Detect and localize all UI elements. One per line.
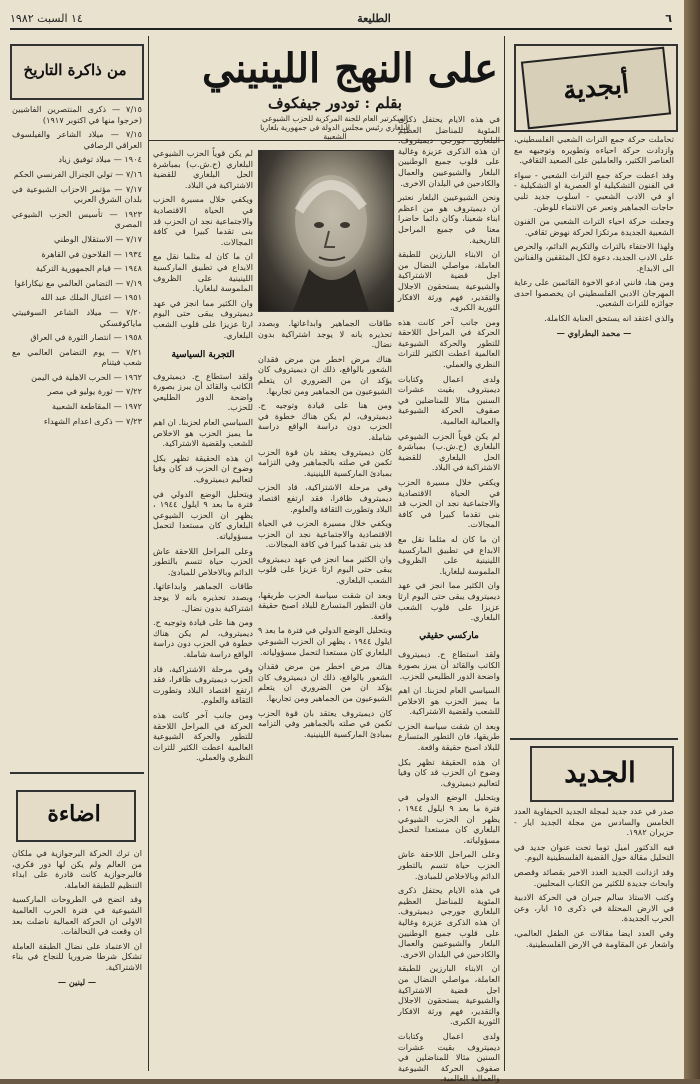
- jadid-paragraph: صدر في عدد جديد لمجلة الجديد الحيفاوية العدد الخامس والسادس من مجلة الجديد ايار - حزيران ١٩٨٢.: [514, 806, 674, 838]
- section-rule: [510, 738, 678, 740]
- article-paragraph: ويكفي خلال مسيرة الحزب في الحياة الاقتصادية والاجتماعية نجد ان الحزب قد بنى تقدما كبيرا في كافة المجالات.: [258, 518, 392, 550]
- article-paragraph: كان ديميتروف يعتقد بان قوة الحزب تكمن في صلته بالجماهير وفي التزامه بمبادئ الماركسية اللينينية.: [258, 707, 392, 739]
- article-subhead: التجربة السياسية: [171, 350, 235, 361]
- article-paragraph: ولدى اعمال وكتابات ديميتروف بقيت عشرات السنين مثالا للمناضلين في صفوف الحركة الشيوعية والعمالية العالمية.: [398, 1030, 500, 1084]
- idaa-title: اضاءة: [47, 801, 101, 827]
- article-byline: بقلم : تودور جيفكوف: [268, 94, 402, 112]
- abjadiya-paragraph: تحاملت حركة جمع التراث الشعبي الفلسطيني، وازدادت حركة احياءه وتطويره وتوجيهه مع العناصر الكثير، والعاملين على الصعيد الثقافي.: [514, 134, 674, 166]
- column-rule: [148, 36, 149, 1071]
- article-paragraph: وبتحليل الوضع الدولي في فترة ما بعد ٩ ايلول ١٩٤٤ ، يظهر ان الحزب الشيوعي البلغاري كان مستعدا لتحمل مسؤولياته.: [258, 625, 393, 657]
- abjadiya-paragraph: والذي اعتقد انه يستحق العناية الكاملة.: [544, 312, 674, 323]
- history-entry: ١٩٥٨ — انتصار الثورة في العراق: [30, 332, 142, 343]
- abjadiya-paragraph: ومن هنا، فانني ادعو الاخوة القائمين على رعاية المهرجان الادبي الفلسطيني ان يخصصوا احدى جوائزه للتراث الشعبي.: [514, 277, 674, 309]
- page-header: [10, 8, 672, 30]
- article-paragraph: لم يكن قوياً الحزب الشيوعي البلغاري (ح.ش.ب) بمباشرة الحل البلغاري للقضية الاشتراكية في البلاد.: [153, 148, 253, 190]
- history-entry: ١٩٦٢ — الحرب الاهلية في اليمن: [31, 371, 142, 382]
- history-entry: ٧/٢٠ — ميلاد الشاعر السوفييتي ماياكوفسكي: [12, 306, 142, 328]
- article-paragraph: ولدى اعمال وكتابات ديميتروف بقيت عشرات السنين مثالا للمناضلين في صفوف الحركة الشيوعية والعمالية العالمية.: [398, 373, 500, 427]
- idaa-paragraph: وقد اتضح في الطروحات الماركسية الشيوعية في فترة الحرب العالمية الاولى ان الحركة العمالية ناضلت بعد ان وقعت في التحالفات.: [12, 894, 142, 937]
- history-entry: ٧/١٧ — مؤتمر الاحزاب الشيوعية في بلدان الشرق العربي: [12, 183, 142, 205]
- book-binding-edge: [684, 0, 700, 1079]
- history-entry: ١٩٤٨ — قيام الجمهورية التركية: [35, 263, 142, 274]
- article-paragraph: لم يكن قوياً الحزب الشيوعي البلغاري (ح.ش.ب) بمباشرة الحل البلغاري للقضية الاشتراكية في البلاد.: [398, 430, 500, 473]
- jadid-paragraph: فيه الدكتور اميل توما تحت عنوان جديد في التحليل مقالة حول القضية الفلسطينية اليوم.: [514, 841, 674, 863]
- abjadiya-paragraph: وجعلت حركة احياء التراث الشعبي من الفنون الشعبية الجديدة مرتكزا لحركة نهوض ثقافي.: [514, 216, 674, 237]
- article-paragraph: وبعد ان شقت سياسة الحزب طريقها، فان التطور المتسارع للبلاد اصبح حقيقة واقعة.: [258, 589, 392, 621]
- history-entry: ٧/١٩ — التضامن العالمي مع نيكاراغوا: [14, 277, 142, 288]
- article-column-3: [153, 148, 253, 1070]
- abjadiya-paragraph: ولهذا الاحتفاء بالتراث والتكريم الدائم، والحرص على الادب الجديد، دعوة لكل المثقفين والفنانين الى الابداع.: [514, 241, 674, 273]
- history-column: [12, 104, 142, 764]
- article-paragraph: هناك مرض اخطر من مرض فقدان الشعور بالواقع، ذلك ان ديميتروف كان يؤكد ان من الضروري ان يتعلم الشيوعيون من الجماهير ومن تجاربها.: [258, 353, 392, 396]
- article-paragraph: وعلى المراحل اللاحقة عاش الحزب حياة تتسم بالتطور الدائم وبالاخلاص للمبادئ.: [398, 849, 500, 881]
- history-entry: ٧/٢١ — يوم التضامن العالمي مع شعب فيتنام: [12, 346, 142, 368]
- idaa-paragraph: ان الاعتماد على نضال الطبقة العاملة تشكل شرطا ضروريا للنجاح في بناء الاشتراكية.: [12, 940, 142, 972]
- abjadiya-column: [514, 134, 674, 730]
- history-entry: ٧/١٥ — ذكرى المنتصرين الفاشيين (خرجوا منها في اكتوبر ١٩١٧): [12, 104, 142, 125]
- article-paragraph: وان الكثير مما انجز في عهد ديميتروف يبقى حتى اليوم ارثا عزيزا على قلوب الشعب البلغاري.: [153, 297, 253, 340]
- article-paragraph: ومن هنا على قيادة وتوجيه ح. ديميتروف، لم يكن هناك خطوة في الحزب دون دراسة الواقع دراسة شاملة.: [258, 400, 392, 442]
- article-subhead: ماركسي حقيقي: [419, 630, 479, 641]
- article-paragraph: وبعد ان شقت سياسة الحزب طريقها، فان التطور المتسارع للبلاد اصبح حقيقة واقعة.: [398, 720, 500, 753]
- article-paragraph: كان ديميتروف يعتقد بان قوة الحزب تكمن في صلته بالجماهير وفي التزامه بمبادئ الماركسية اللينينية.: [258, 446, 392, 478]
- article-paragraph: السياسي العام لحزبنا. ان اهم ما يميز الحزب هو الاخلاص للشعب ولقضية الاشتراكية.: [153, 417, 253, 449]
- jadid-paragraph: وفي العدد ايضا مقالات عن الطفل العالمي، واشعار عن المقاومة في الارض الفلسطينية.: [514, 927, 674, 949]
- article-paragraph: ومن جانب آخر كانت هذه الحركة في المراحل اللاحقة للتطور والحركة الشيوعية العالمية اعطت الكثير للتراث النظري والعملي.: [153, 709, 253, 763]
- article-title: على النهج اللينيني: [201, 45, 499, 92]
- article-paragraph: وفي مرحلة الاشتراكية، قاد الحزب ديميتروف ظافرا، فقد ارتفع اقتصاد البلاد وتطورت الثقافة والعلوم.: [258, 482, 392, 514]
- article-paragraph: في هذه الايام يحتفل ذكرى المئوية للمناضل العظيم البلغاري جورجي ديميتروف. ان هذه الذكرى عزيزة وغالية على قلوب جميع الوطنيين البلغار والشيوعيين والعمال والكادحين في البلدان الاخرى.: [398, 114, 500, 188]
- article-paragraph: ان ما كان له مثلما نقل مع الابداع في تطبيق الماركسية اللينينية على الظروف الملموسة لبلغاريا.: [153, 251, 253, 294]
- history-entry: ١٩٠٤ — ميلاد توفيق زياد: [58, 154, 142, 165]
- article-paragraph: ويكفي خلال مسيرة الحزب في الحياة الاقتصادية والاجتماعية نجد ان الحزب قد بنى تقدما كبيرا في كافة المجالات.: [153, 194, 253, 247]
- article-paragraph: ومن جانب آخر كانت هذه الحركة في المراحل اللاحقة للتطور والحركة الشيوعية العالمية اعطت الكثير للتراث النظري والعملي.: [398, 316, 500, 370]
- history-entry: ١٩٧٢ — المقاطعة الشعبية: [52, 401, 142, 412]
- idaa-signature: — لينين —: [57, 976, 97, 987]
- article-paragraph: وبتحليل الوضع الدولي في فترة ما بعد ٩ ايلول ١٩٤٤ ، يظهر ان الحزب الشيوعي البلغاري كان مستعدا لتحمل مسؤولياته.: [153, 488, 254, 541]
- history-entry: ٧/٢٣ — ذكرى اعدام الشهداء: [43, 415, 142, 426]
- abjadiya-paragraph: وقد اعطت حركة جمع التراث الشعبي - سواء في الفنون التشكيلية او العصرية او التشكيلية - او في الادب الشعبي - اسلوب جديد تلبي حاجات الجماهير وتعبر عن الانتماء للوطن.: [514, 169, 674, 212]
- publication-name: الطليعة: [357, 11, 391, 25]
- history-entry: ٧/٢٢ — ثورة يوليو في مصر: [47, 386, 142, 397]
- idaa-column: [12, 848, 142, 1070]
- article-paragraph: ولقد استطاع ح. ديميتروف الكاتب والقائد أن يبرز بصورة واضحة الدور الطليعي للحزب.: [153, 370, 253, 413]
- article-paragraph: وان الكثير مما انجز في عهد ديميتروف يبقى حتى اليوم ارثا عزيزا على قلوب الشعب البلغاري.: [398, 580, 500, 623]
- article-paragraph: وفي مرحلة الاشتراكية، قاد الحزب ديميتروف ظافرا، فقد ارتفع اقتصاد البلاد وتطورت الثقافة والعلوم.: [153, 663, 253, 706]
- article-paragraph: هناك مرض اخطر من مرض فقدان الشعور بالواقع، ذلك ان ديميتروف كان يؤكد ان من الضروري ان يتعلم الشيوعيون من الجماهير ومن تجاربها.: [258, 661, 392, 703]
- history-box: [10, 44, 144, 100]
- idaa-box: [16, 790, 136, 842]
- article-paragraph: ان ما كان له مثلما نقل مع الابداع في تطبيق الماركسية اللينينية على الظروف الملموسة لبلغاريا.: [398, 533, 500, 576]
- jadid-paragraph: وقد ازدانت الجديد العدد الاخير بقصائد وقصص وابحاث جديدة للكثير من الكتاب المحليين.: [514, 866, 674, 888]
- idaa-paragraph: ان ترك الحركة البرجوازية في ملكان من العالم ولم يكن لها دور فكري، فالبرجوازية كانت قادرة على ابداء التنظيم للطبقة العاملة.: [12, 848, 142, 890]
- article-paragraph: ونحن الشيوعيين البلغار نعتبر ان ديميتروف هو من اعظم ابناء شعبنا، وكان دائما حاضرا معنا في جميع المراحل التاريخية.: [398, 192, 500, 245]
- article-paragraph: ولقد استطاع ح. ديميتروف الكاتب والقائد أن يبرز بصورة واضحة الدور الطليعي للحزب.: [398, 649, 500, 681]
- author-role: السكرتير العام للجنة المركزية للحزب الشيوعي البلغاري رئيس مجلس الدولة في جمهورية بلغاريا الشعبية: [260, 114, 410, 141]
- issue-date: ١٤ السبت ١٩٨٢: [10, 11, 83, 25]
- history-entry: ١٩٣٤ — الفلاحون في القاهرة: [41, 248, 142, 259]
- page-number: ٦: [665, 11, 672, 25]
- jadid-box: [530, 746, 674, 802]
- history-title: من ذاكرة التاريخ: [23, 61, 127, 79]
- section-rule: [10, 772, 144, 774]
- history-entry: ٧/١٧ — الاستقلال الوطني: [53, 233, 142, 244]
- article-paragraph: ان هذه الحقيقة تظهر بكل وضوح ان الحزب قد كان وفيا لتعاليم ديميتروف.: [398, 756, 500, 788]
- abjadiya-title: أبجدية: [521, 47, 671, 130]
- article-paragraph: طاقات الجماهير وابداعاتها. وبصدد تحذيره بانه لا يوجد اشتراكية بدون نضال.: [153, 581, 253, 613]
- jadid-title: الجديد: [564, 755, 636, 789]
- article-column-1: [398, 114, 500, 1084]
- article-paragraph: وعلى المراحل اللاحقة عاش الحزب حياة تتسم بالتطور الدائم وبالاخلاص للمبادئ.: [153, 545, 253, 577]
- author-portrait: [258, 150, 394, 312]
- article-paragraph: ان الابناء البارزين للطبقة العاملة، مواصلي النضال من اجل قضية الاشتراكية والشيوعية يستحقون الاجلال والتقدير، فهم ورثة الافكار الثورية الكبرى.: [398, 249, 500, 313]
- article-paragraph: ان الابناء البارزين للطبقة العاملة، مواصلي النضال من اجل قضية الاشتراكية والشيوعية يستحقون الاجلال والتقدير، فهم ورثة الافكار الثورية الكبرى.: [398, 963, 500, 1027]
- article-paragraph: السياسي العام لحزبنا. ان اهم ما يميز الحزب هو الاخلاص للشعب ولقضية الاشتراكية.: [398, 685, 500, 717]
- article-column-2: [258, 318, 392, 1070]
- article-paragraph: في هذه الايام يحتفل ذكرى المئوية للمناضل العظيم البلغاري جورجي ديميتروف. ان هذه الذكرى عزيزة وغالية على قلوب جميع الوطنيين البلغار والشيوعيين والعمال والكادحين في البلدان الاخرى.: [398, 885, 500, 959]
- abjadiya-signature: — محمد البطراوي —: [556, 327, 632, 338]
- history-entry: ١٩٥١ — اغتيال الملك عبد الله: [40, 292, 142, 303]
- article-paragraph: ويكفي خلال مسيرة الحزب في الحياة الاقتصادية والاجتماعية نجد ان الحزب قد بنى تقدما كبيرا في كافة المجالات.: [398, 477, 500, 530]
- column-rule: [504, 36, 505, 1071]
- history-entry: ٧/١٥ — ميلاد الشاعر والفيلسوف العراقي الرصافي: [12, 129, 142, 150]
- history-entry: ١٩٢٣ — تأسيس الحزب الشيوعي المصري: [12, 208, 142, 230]
- article-paragraph: وبتحليل الوضع الدولي في فترة ما بعد ٩ ايلول ١٩٤٤ ، يظهر ان الحزب الشيوعي البلغاري كان مستعدا لتحمل مسؤولياته.: [398, 792, 500, 845]
- history-entry: ٧/١٦ — تولي الجنرال الفرنسي الحكم: [13, 168, 142, 179]
- jadid-paragraph: وكتب الاستاذ سالم جبران في الحركة الادبية في الارض المحتلة في ذكرى ١٥ ايار، وعن الحرب الجديدة.: [514, 892, 675, 924]
- jadid-column: [514, 806, 674, 1070]
- article-paragraph: ان هذه الحقيقة تظهر بكل وضوح ان الحزب قد كان وفيا لتعاليم ديميتروف.: [153, 452, 253, 485]
- article-paragraph: ومن هنا على قيادة وتوجيه ح. ديميتروف، لم يكن هناك خطوة في الحزب دون دراسة الواقع دراسة شاملة.: [153, 617, 253, 659]
- article-paragraph: طاقات الجماهير وابداعاتها. وبصدد تحذيره بانه لا يوجد اشتراكية بدون نضال.: [258, 318, 392, 350]
- article-paragraph: وان الكثير مما انجز في عهد ديميتروف يبقى حتى اليوم ارثا عزيزا على قلوب الشعب البلغاري.: [258, 553, 392, 586]
